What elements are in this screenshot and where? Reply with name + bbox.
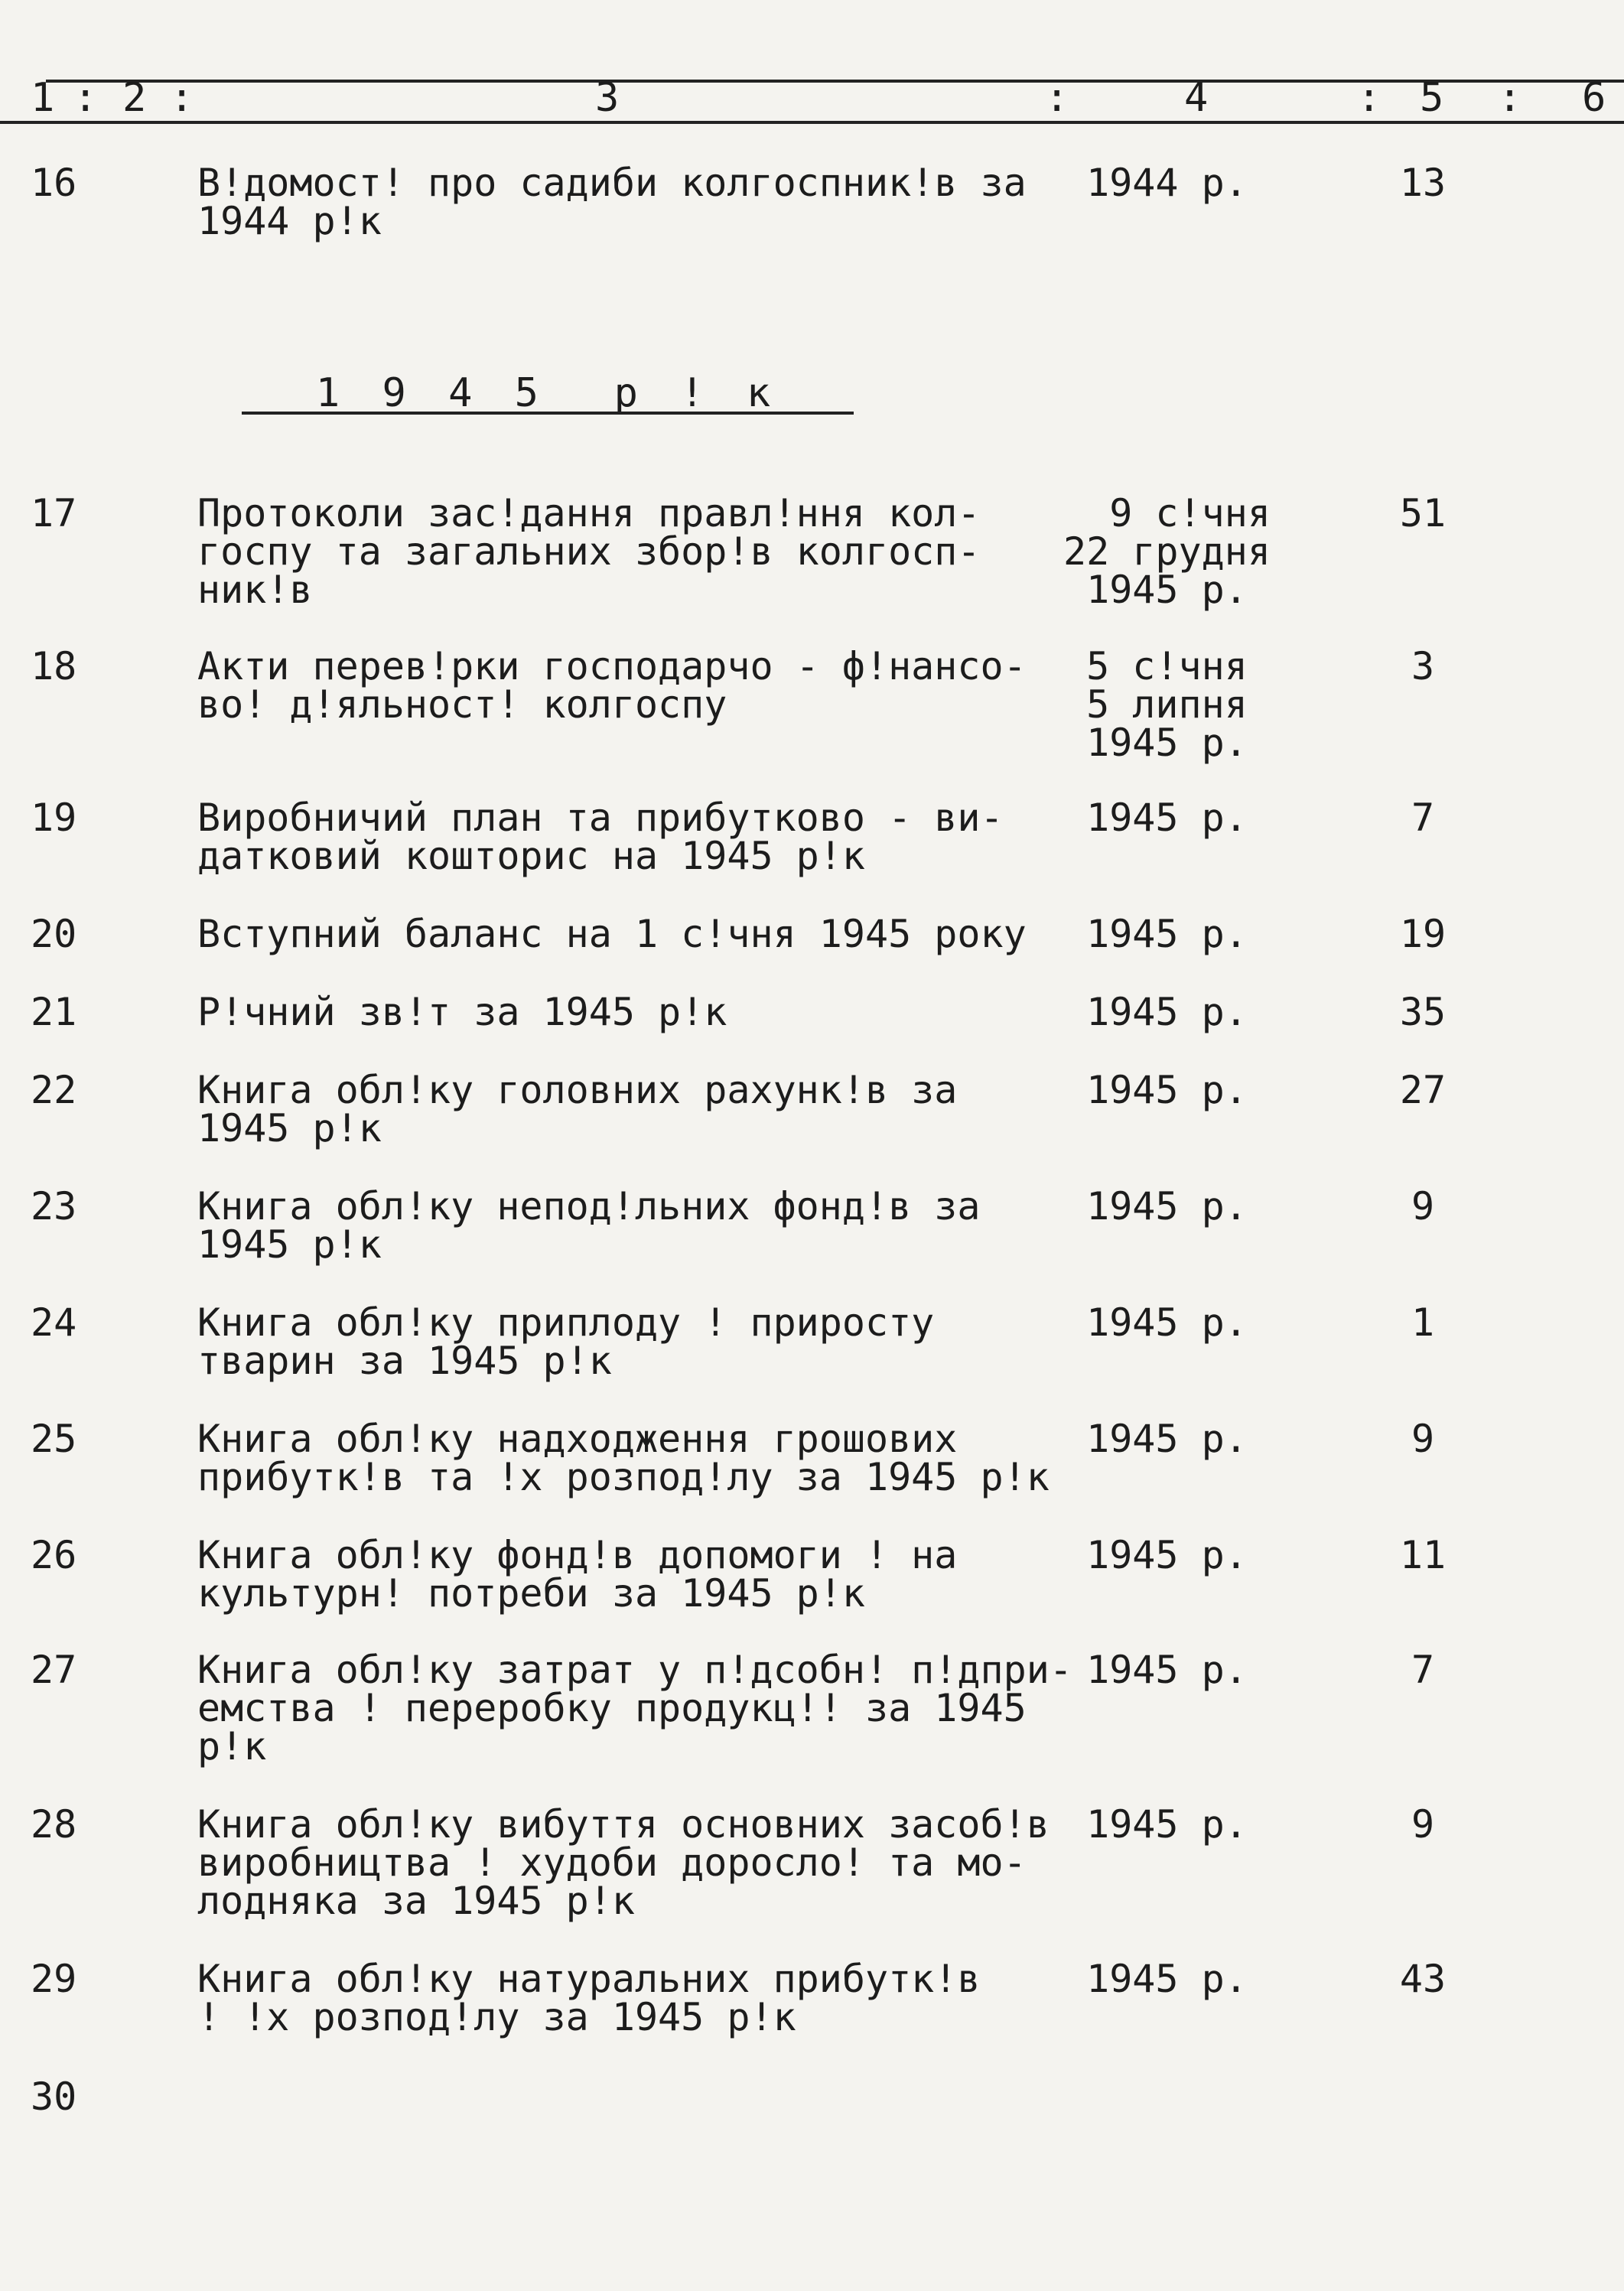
row-number: 25 (31, 1417, 77, 1461)
row-date: 9 с!чня 22 грудня 1945 р. (1063, 491, 1271, 612)
row-number: 19 (31, 796, 77, 840)
header-col-3: 3 (595, 75, 620, 121)
row-date: 1945 р. (1063, 1068, 1248, 1112)
row-number: 16 (31, 161, 77, 205)
row-title: Книга обл!ку затрат у п!дсобн! п!дпри- емства ! переробку продукц!! за 1945 р!к (197, 1648, 1072, 1769)
row-title: Акти перев!рки господарчо - ф!нансо- во! д!яльност! колгоспу (197, 644, 1027, 727)
row-qty: 9 (1411, 1802, 1435, 1847)
row-qty: 7 (1411, 796, 1435, 840)
row-qty: 13 (1399, 161, 1447, 205)
header-sep: : (1357, 75, 1382, 121)
row-title: Книга обл!ку непод!льних фонд!в за 1945 р!к (197, 1184, 981, 1267)
row-date: 1945 р. (1063, 1533, 1248, 1577)
header-sep: : (170, 75, 194, 121)
row-qty: 19 (1399, 912, 1447, 956)
header-col-2: 2 (122, 75, 147, 121)
row-date: 1945 р. (1063, 796, 1248, 840)
row-date: 1945 р. (1063, 1957, 1248, 2001)
row-number: 26 (31, 1533, 77, 1577)
row-title: Протоколи зас!дання правл!ння кол- госпу та загальних збор!в колгосп- ник!в (197, 491, 981, 612)
row-number: 21 (31, 990, 77, 1034)
row-number: 30 (31, 2075, 77, 2119)
row-date: 5 с!чня 5 липня 1945 р. (1086, 644, 1248, 765)
row-title: Книга обл!ку надходження грошових прибутк!в та !х розпод!лу за 1945 р!к (197, 1417, 1050, 1499)
row-number: 20 (31, 912, 77, 956)
row-title: Книга обл!ку головних рахунк!в за 1945 р!к (197, 1068, 958, 1150)
header-col-4: 4 (1184, 75, 1209, 121)
row-title: В!домост! про садиби колгоспник!в за 1944 р!к (197, 161, 1027, 243)
row-qty: 35 (1399, 990, 1447, 1034)
row-date: 1945 р. (1063, 1300, 1248, 1345)
row-qty: 3 (1411, 644, 1435, 688)
row-qty: 27 (1399, 1068, 1447, 1112)
row-qty: 1 (1411, 1300, 1435, 1345)
row-number: 23 (31, 1184, 77, 1228)
row-date: 1945 р. (1063, 1648, 1248, 1692)
row-qty: 51 (1399, 491, 1447, 535)
row-number: 27 (31, 1648, 77, 1692)
header-sep: : (1498, 75, 1522, 121)
row-title: Книга обл!ку приплоду ! приросту тварин за 1945 р!к (197, 1300, 935, 1383)
header-col-5: 5 (1420, 75, 1444, 121)
header-sep: : (73, 75, 98, 121)
row-date: 1945 р. (1063, 1802, 1248, 1847)
row-date: 1944 р. (1063, 161, 1248, 205)
header-sep: : (1045, 75, 1069, 121)
row-title: Книга обл!ку вибуття основних засоб!в виробництва ! худоби доросло! та мо- лодняка за 1945 р!к (197, 1802, 1050, 1923)
row-title: Вступний баланс на 1 с!чня 1945 року (197, 912, 1027, 956)
row-date: 1945 р. (1063, 1417, 1248, 1461)
row-qty: 9 (1411, 1417, 1435, 1461)
row-date: 1945 р. (1063, 990, 1248, 1034)
header-underline (0, 121, 1624, 124)
header-col-1: 1 (31, 75, 55, 121)
row-number: 29 (31, 1957, 77, 2001)
row-title: Книга обл!ку натуральних прибутк!в ! !х розпод!лу за 1945 р!к (197, 1957, 981, 2039)
row-number: 22 (31, 1068, 77, 1112)
row-number: 18 (31, 644, 77, 688)
row-number: 24 (31, 1300, 77, 1345)
row-date: 1945 р. (1063, 912, 1248, 956)
section-heading: 1 9 4 5 р ! к (315, 370, 780, 416)
header-top-rule (46, 80, 1624, 83)
row-qty: 9 (1411, 1184, 1435, 1228)
row-qty: 7 (1411, 1648, 1435, 1692)
header-col-6: 6 (1582, 75, 1606, 121)
row-number: 28 (31, 1802, 77, 1847)
row-date: 1945 р. (1063, 1184, 1248, 1228)
row-qty: 43 (1399, 1957, 1447, 2001)
row-title: Р!чний зв!т за 1945 р!к (197, 990, 727, 1034)
section-heading-underline (242, 412, 854, 415)
row-number: 17 (31, 491, 77, 535)
row-title: Книга обл!ку фонд!в допомоги ! на культурн! потреби за 1945 р!к (197, 1533, 958, 1616)
row-title: Виробничий план та прибутково - ви- датковий кошторис на 1945 р!к (197, 796, 1004, 878)
row-qty: 11 (1399, 1533, 1447, 1577)
